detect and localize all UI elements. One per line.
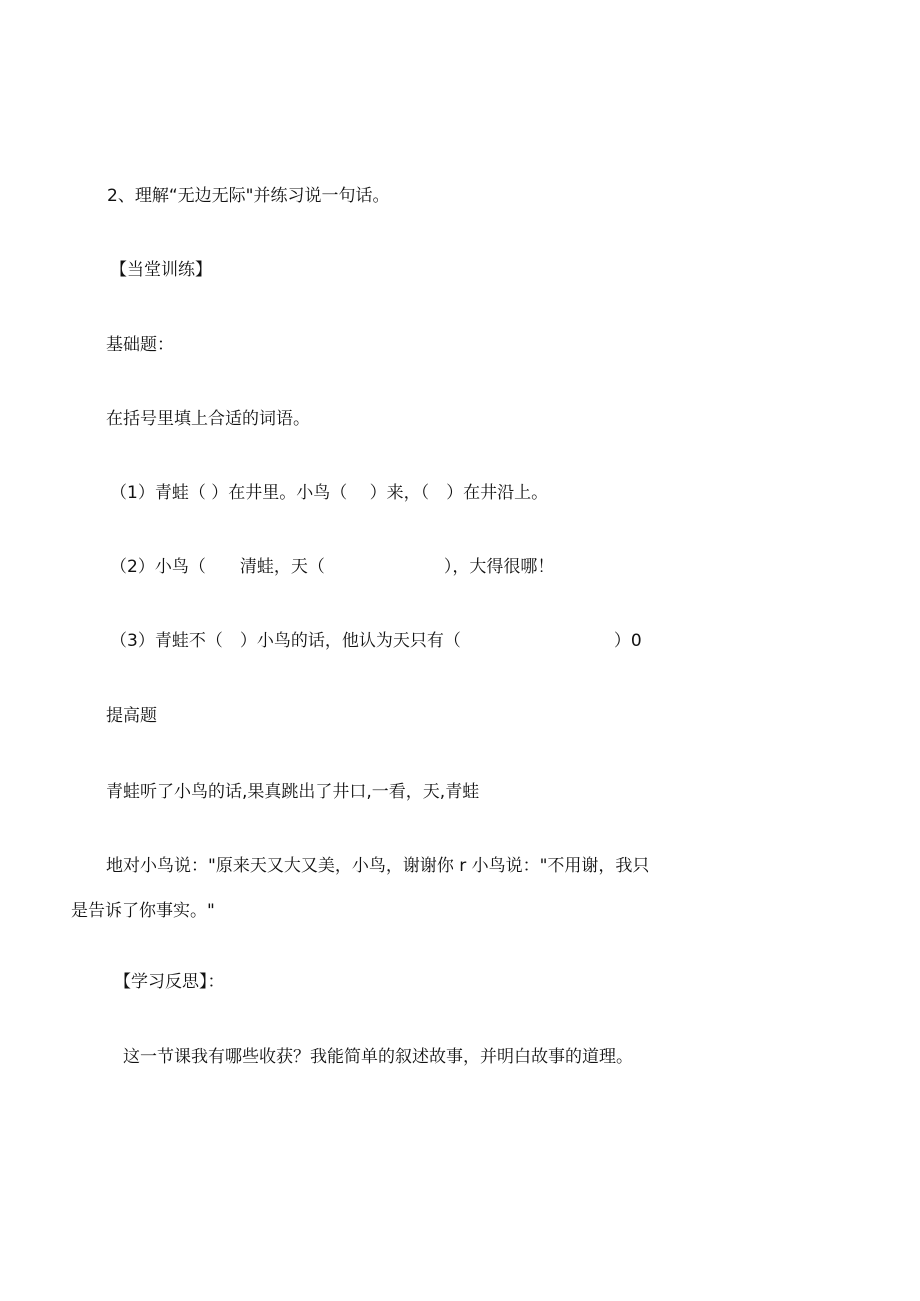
section-heading-reflection: 【学习反思】： xyxy=(114,972,225,992)
advanced-text-line-1: 青蛙听了小鸟的话,果真跳出了井口,一看，天,青蛙 xyxy=(106,782,480,802)
section-heading-classroom-practice: 【当堂训练】 xyxy=(110,260,212,280)
instruction-fill-blanks: 在括号里填上合适的词语。 xyxy=(106,409,310,429)
subheading-basic-questions: 基础题： xyxy=(106,335,174,355)
advanced-text-line-3: 是告诉了你事实。" xyxy=(71,901,215,921)
question-3: （3）青蛙不（ ）小鸟的话，他认为天只有（ ）0 xyxy=(110,631,642,651)
question-2: （2）小鸟（ 清蛙，天（ ），大得很哪！ xyxy=(110,557,555,577)
reflection-text: 这一节课我有哪些收获？我能简单的叙述故事，并明白故事的道理。 xyxy=(123,1047,633,1067)
question-1: （1）青蛙（ ）在井里。小鸟（ ）来，（ ）在井沿上。 xyxy=(110,483,549,503)
exercise-2-prompt: 2、理解“无边无际"并练习说一句话。 xyxy=(107,186,390,206)
advanced-text-line-2: 地对小鸟说："原来天又大又美，小鸟，谢谢你 r 小鸟说："不用谢，我只 xyxy=(106,856,650,876)
subheading-advanced-questions: 提高题 xyxy=(106,706,157,726)
